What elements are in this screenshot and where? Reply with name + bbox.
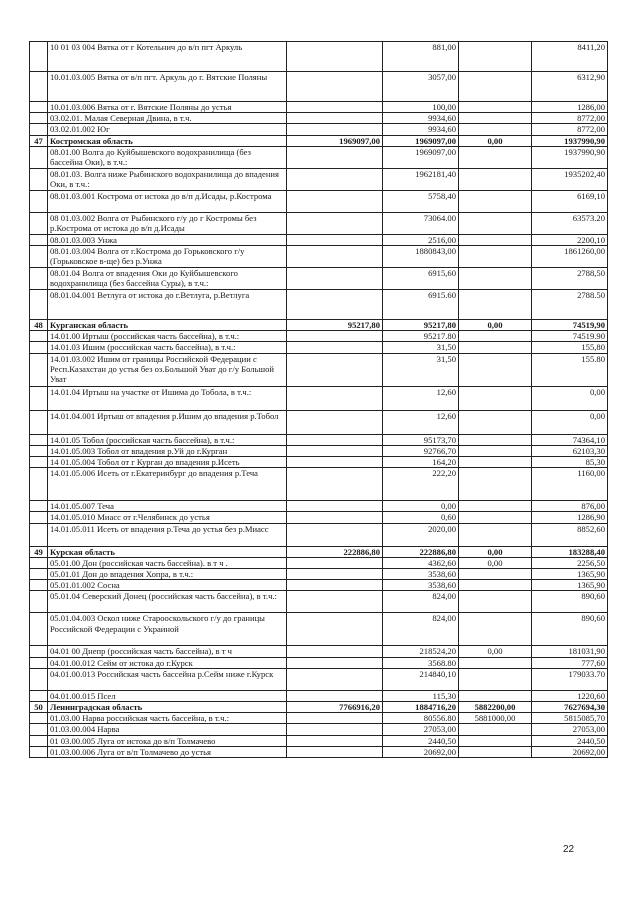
value-2-cell: 881,00 — [383, 42, 459, 72]
value-2-cell: 0,60 — [383, 512, 459, 523]
row-number-cell — [30, 746, 48, 757]
region-row — [30, 702, 608, 713]
basin-name-cell: 01.03.00 Нарва российская часть бассейна, в т.ч.: — [48, 713, 287, 724]
value-2-cell: 824,00 — [383, 591, 459, 613]
value-2-cell: 9934,60 — [383, 113, 459, 124]
total-value-cell: 7766916,20 — [287, 702, 383, 713]
row-number-cell — [30, 146, 48, 168]
basin-name-cell: 08.01.03.004 Волга от г.Кострома до Горьковского г/у (Горьковское в-ще) без р.Унжа — [48, 246, 287, 268]
table-row — [30, 557, 608, 568]
value-4-cell: 8772,00 — [532, 124, 608, 135]
row-number-cell — [30, 557, 48, 568]
value-4-cell: 1937990,90 — [532, 135, 608, 146]
value-3-cell — [459, 212, 532, 234]
value-3-cell — [459, 331, 532, 342]
value-4-cell: 20692,00 — [532, 746, 608, 757]
region-row — [30, 320, 608, 331]
value-2-cell: 1969097,00 — [383, 146, 459, 168]
value-4-cell: 1861260,00 — [532, 246, 608, 268]
basin-name-cell: 08.01.04 Волга от впадения Оки до Куйбышевского водохранилища (без бассейна Суры), в т.ч.: — [48, 268, 287, 290]
basin-name-cell: 10.01.03.006 Вятка от г. Вятские Поляны до устья — [48, 102, 287, 113]
table-row — [30, 512, 608, 523]
value-2-cell: 164,20 — [383, 457, 459, 468]
value-4-cell: 155.80 — [532, 353, 608, 386]
value-3-cell — [459, 342, 532, 353]
table-row — [30, 146, 608, 168]
value-4-cell: 8411,20 — [532, 42, 608, 72]
row-number-cell — [30, 290, 48, 320]
row-number-cell — [30, 724, 48, 735]
row-number-cell — [30, 445, 48, 456]
value-2-cell: 2516,00 — [383, 234, 459, 245]
row-number-cell — [30, 591, 48, 613]
value-3-cell — [459, 523, 532, 546]
basin-name-cell: 14.01.03 Ишим (российская часть бассейна), в т.ч.: — [48, 342, 287, 353]
value-2-cell: 31,50 — [383, 342, 459, 353]
value-2-cell: 95217,80 — [383, 320, 459, 331]
basin-name-cell: 04.01.00.012 Сейм от истока до г.Курск — [48, 657, 287, 668]
value-4-cell: 155,80 — [532, 342, 608, 353]
value-2-cell: 2020,00 — [383, 523, 459, 546]
table-body — [30, 42, 608, 758]
total-value-cell: 1969097,00 — [287, 135, 383, 146]
table-row — [30, 746, 608, 757]
basin-name-cell: 14.01.05 Тобол (российская часть бассейна), в т.ч.: — [48, 434, 287, 445]
row-number-cell — [30, 342, 48, 353]
total-value-cell — [287, 331, 383, 342]
row-number-cell — [30, 42, 48, 72]
table-row — [30, 646, 608, 657]
total-value-cell — [287, 646, 383, 657]
table-row — [30, 190, 608, 212]
table-row — [30, 342, 608, 353]
table-row — [30, 124, 608, 135]
basin-name-cell: 05.01.04 Северский Донец (российская часть бассейна), в т.ч.: — [48, 591, 287, 613]
total-value-cell — [287, 668, 383, 690]
row-number-cell — [30, 501, 48, 512]
table-row — [30, 353, 608, 386]
basin-name-cell: 04.01.00.013 Российская часть бассейна р.Сейм ниже г.Курск — [48, 668, 287, 690]
value-3-cell — [459, 146, 532, 168]
page-number: 22 — [563, 844, 575, 855]
table-row — [30, 457, 608, 468]
water-resources-table — [29, 41, 608, 758]
value-2-cell: 218524,20 — [383, 646, 459, 657]
value-4-cell: 1365,90 — [532, 569, 608, 580]
total-value-cell — [287, 580, 383, 591]
value-4-cell: 5815085,70 — [532, 713, 608, 724]
basin-name-cell: 10.01.03.005 Вятка от в/п пгт. Аркуль до г. Вятские Поляны — [48, 72, 287, 102]
value-4-cell: 27053,00 — [532, 724, 608, 735]
value-4-cell: 1935202,40 — [532, 168, 608, 190]
value-3-cell — [459, 445, 532, 456]
value-3-cell — [459, 386, 532, 410]
value-4-cell: 183288,40 — [532, 546, 608, 557]
table-row — [30, 713, 608, 724]
table-row — [30, 591, 608, 613]
value-2-cell: 95173,70 — [383, 434, 459, 445]
basin-name-cell: 14.01.05.006 Исеть от г.Екатеринбург до впадения р.Теча — [48, 468, 287, 501]
value-2-cell: 824,00 — [383, 613, 459, 646]
total-value-cell — [287, 690, 383, 701]
value-2-cell: 12,60 — [383, 410, 459, 434]
table-row — [30, 410, 608, 434]
value-4-cell: 890,60 — [532, 613, 608, 646]
basin-name-cell: 08.01.00 Волга до Куйбышевского водохранилища (без бассейна Оки), в т.ч.: — [48, 146, 287, 168]
table-row — [30, 724, 608, 735]
total-value-cell — [287, 102, 383, 113]
value-2-cell: 6915,60 — [383, 268, 459, 290]
total-value-cell — [287, 290, 383, 320]
total-value-cell — [287, 212, 383, 234]
total-value-cell — [287, 591, 383, 613]
row-number-cell — [30, 113, 48, 124]
value-2-cell: 3538,60 — [383, 580, 459, 591]
total-value-cell — [287, 445, 383, 456]
table-row — [30, 434, 608, 445]
table-row — [30, 113, 608, 124]
row-number-cell — [30, 468, 48, 501]
row-number-cell — [30, 713, 48, 724]
basin-name-cell: 04.01.00.015 Псел — [48, 690, 287, 701]
value-3-cell — [459, 102, 532, 113]
value-4-cell: 8852,60 — [532, 523, 608, 546]
basin-name-cell: 04.01 00 Днепр (российская часть бассейна), в т ч — [48, 646, 287, 657]
table-row — [30, 331, 608, 342]
total-value-cell — [287, 353, 383, 386]
value-2-cell: 1969097,00 — [383, 135, 459, 146]
total-value-cell — [287, 190, 383, 212]
value-3-cell — [459, 724, 532, 735]
table-row — [30, 501, 608, 512]
table-row — [30, 102, 608, 113]
basin-name-cell: 08 01.03.002 Волга от Рыбинского г/у до г Костромы без р.Кострома от истока до в/п д.Исады — [48, 212, 287, 234]
total-value-cell — [287, 434, 383, 445]
value-4-cell: 7627694,30 — [532, 702, 608, 713]
value-2-cell: 9934,60 — [383, 124, 459, 135]
basin-name-cell: 14.01.05.007 Теча — [48, 501, 287, 512]
basin-name-cell: 01 03.00.005 Луга от истока до в/п Толмачево — [48, 735, 287, 746]
value-4-cell: 777,60 — [532, 657, 608, 668]
row-number-cell — [30, 331, 48, 342]
total-value-cell — [287, 512, 383, 523]
row-number-cell — [30, 457, 48, 468]
value-4-cell: 0,00 — [532, 410, 608, 434]
table-row — [30, 468, 608, 501]
value-4-cell: 1286,90 — [532, 512, 608, 523]
basin-name-cell: 08.01.03. Волга ниже Рыбинского водохранилища до впадения Оки, в т.ч.: — [48, 168, 287, 190]
basin-name-cell: 14 01.05.004 Тобол от г Курган до впадения р.Исеть — [48, 457, 287, 468]
total-value-cell — [287, 569, 383, 580]
basin-name-cell: 14.01.04.001 Иртыш от впадения р.Ишим до впадения р.Тобол — [48, 410, 287, 434]
value-4-cell: 62103,30 — [532, 445, 608, 456]
row-number-cell — [30, 124, 48, 135]
value-2-cell: 100,00 — [383, 102, 459, 113]
total-value-cell — [287, 713, 383, 724]
total-value-cell — [287, 72, 383, 102]
value-2-cell: 20692,00 — [383, 746, 459, 757]
total-value-cell — [287, 342, 383, 353]
value-4-cell: 1937990,90 — [532, 146, 608, 168]
table-row — [30, 613, 608, 646]
value-4-cell: 1160,00 — [532, 468, 608, 501]
total-value-cell — [287, 246, 383, 268]
row-number-cell — [30, 735, 48, 746]
value-2-cell: 27053,00 — [383, 724, 459, 735]
total-value-cell — [287, 457, 383, 468]
total-value-cell — [287, 735, 383, 746]
row-number-cell — [30, 353, 48, 386]
total-value-cell — [287, 557, 383, 568]
value-3-cell — [459, 457, 532, 468]
value-4-cell: 2788.50 — [532, 290, 608, 320]
basin-name-cell: Курганская область — [48, 320, 287, 331]
table-row — [30, 72, 608, 102]
value-4-cell: 2200,10 — [532, 234, 608, 245]
total-value-cell — [287, 523, 383, 546]
value-3-cell — [459, 690, 532, 701]
basin-name-cell: 03.02.01.002 Юг — [48, 124, 287, 135]
row-number-cell — [30, 234, 48, 245]
value-2-cell: 6915.60 — [383, 290, 459, 320]
basin-name-cell: 05.01.00 Дон (российская часть бассейна). в т ч . — [48, 557, 287, 568]
value-3-cell — [459, 113, 532, 124]
row-number-cell — [30, 523, 48, 546]
row-number-cell — [30, 646, 48, 657]
value-2-cell: 3057,00 — [383, 72, 459, 102]
region-row — [30, 546, 608, 557]
total-value-cell — [287, 501, 383, 512]
basin-name-cell: 03.02.01. Малая Северная Двина, в т.ч. — [48, 113, 287, 124]
value-3-cell — [459, 168, 532, 190]
value-2-cell: 222,20 — [383, 468, 459, 501]
table-row — [30, 569, 608, 580]
value-3-cell — [459, 580, 532, 591]
value-4-cell: 74519,90 — [532, 320, 608, 331]
value-4-cell: 0,00 — [532, 386, 608, 410]
table-row — [30, 386, 608, 410]
basin-name-cell: 14.01.05.011 Исеть от впадения р.Теча до устья без р.Миасс — [48, 523, 287, 546]
basin-name-cell: 05.01.01.002 Сосна — [48, 580, 287, 591]
value-4-cell: 6169,10 — [532, 190, 608, 212]
total-value-cell — [287, 468, 383, 501]
value-2-cell: 3568.80 — [383, 657, 459, 668]
value-4-cell: 876,00 — [532, 501, 608, 512]
basin-name-cell: 14.01.00 Иртыш (российская часть бассейна), в т.ч.: — [48, 331, 287, 342]
row-number-cell — [30, 690, 48, 701]
value-3-cell — [459, 290, 532, 320]
row-number-cell — [30, 102, 48, 113]
value-3-cell: 0,00 — [459, 546, 532, 557]
value-2-cell: 222886,80 — [383, 546, 459, 557]
value-2-cell: 73064.00 — [383, 212, 459, 234]
row-number-cell — [30, 569, 48, 580]
value-2-cell: 3538,60 — [383, 569, 459, 580]
value-2-cell: 1962181,40 — [383, 168, 459, 190]
total-value-cell — [287, 410, 383, 434]
value-3-cell — [459, 613, 532, 646]
total-value-cell — [287, 268, 383, 290]
row-number-cell — [30, 386, 48, 410]
total-value-cell — [287, 42, 383, 72]
row-number-cell: 49 — [30, 546, 48, 557]
value-3-cell: 0,00 — [459, 320, 532, 331]
basin-name-cell: 08.01.03.001 Кострома от истока до в/п д.Исады, р.Кострома — [48, 190, 287, 212]
row-number-cell: 47 — [30, 135, 48, 146]
basin-name-cell: 14.01.04 Иртыш на участке от Ишима до Тобола, в т.ч.: — [48, 386, 287, 410]
basin-name-cell: 01.03.00.006 Луга от в/п Толмачево до устья — [48, 746, 287, 757]
value-3-cell — [459, 668, 532, 690]
basin-name-cell: 08.01.04.001 Ветлуга от истока до г.Ветлуга, р.Ветлуга — [48, 290, 287, 320]
table-row — [30, 168, 608, 190]
value-3-cell — [459, 746, 532, 757]
value-3-cell — [459, 72, 532, 102]
row-number-cell — [30, 512, 48, 523]
value-3-cell — [459, 268, 532, 290]
row-number-cell — [30, 668, 48, 690]
value-2-cell: 4362,60 — [383, 557, 459, 568]
table-row — [30, 445, 608, 456]
total-value-cell — [287, 234, 383, 245]
value-2-cell: 31,50 — [383, 353, 459, 386]
basin-name-cell: Курская область — [48, 546, 287, 557]
value-4-cell: 74364,10 — [532, 434, 608, 445]
value-4-cell: 8772,00 — [532, 113, 608, 124]
value-4-cell: 6312,90 — [532, 72, 608, 102]
value-3-cell — [459, 512, 532, 523]
value-2-cell: 115,30 — [383, 690, 459, 701]
value-3-cell — [459, 410, 532, 434]
row-number-cell — [30, 72, 48, 102]
value-4-cell: 63573.20 — [532, 212, 608, 234]
row-number-cell: 48 — [30, 320, 48, 331]
total-value-cell — [287, 386, 383, 410]
value-4-cell: 1220,60 — [532, 690, 608, 701]
value-2-cell: 80556.80 — [383, 713, 459, 724]
value-3-cell — [459, 190, 532, 212]
basin-name-cell: 08.01.03.003 Унжа — [48, 234, 287, 245]
table-row — [30, 234, 608, 245]
value-3-cell — [459, 657, 532, 668]
basin-name-cell: 10 01 03 004 Вятка от г Котельнич до в/п пгт Аркуль — [48, 42, 287, 72]
value-3-cell — [459, 353, 532, 386]
value-4-cell: 1365,90 — [532, 580, 608, 591]
value-3-cell: 0,00 — [459, 646, 532, 657]
row-number-cell — [30, 168, 48, 190]
total-value-cell — [287, 613, 383, 646]
value-4-cell: 74519.90 — [532, 331, 608, 342]
value-3-cell — [459, 234, 532, 245]
row-number-cell — [30, 212, 48, 234]
value-3-cell — [459, 124, 532, 135]
basin-name-cell: 01.03.00.004 Нарва — [48, 724, 287, 735]
table-row — [30, 212, 608, 234]
region-row — [30, 135, 608, 146]
value-2-cell: 92766,70 — [383, 445, 459, 456]
value-3-cell: 5882200,00 — [459, 702, 532, 713]
value-3-cell: 5881000,00 — [459, 713, 532, 724]
value-3-cell — [459, 468, 532, 501]
value-4-cell: 2788,50 — [532, 268, 608, 290]
total-value-cell — [287, 657, 383, 668]
row-number-cell — [30, 246, 48, 268]
basin-name-cell: 14.01.05.010 Миасс от г.Челябинск до устья — [48, 512, 287, 523]
value-2-cell: 0,00 — [383, 501, 459, 512]
table-row — [30, 580, 608, 591]
value-2-cell: 1880843,00 — [383, 246, 459, 268]
value-4-cell: 2440,50 — [532, 735, 608, 746]
basin-name-cell: 14.01.05.003 Тобол от впадения р.Уй до г.Курган — [48, 445, 287, 456]
value-4-cell: 181031,90 — [532, 646, 608, 657]
value-2-cell: 95217.80 — [383, 331, 459, 342]
total-value-cell — [287, 146, 383, 168]
table-row — [30, 290, 608, 320]
value-2-cell: 1884716,20 — [383, 702, 459, 713]
value-3-cell: 0,00 — [459, 557, 532, 568]
basin-name-cell: 05.01.04.003 Оскол ниже Старооскольского г/у до границы Российской Федерации с Украиной — [48, 613, 287, 646]
value-3-cell: 0,00 — [459, 135, 532, 146]
row-number-cell — [30, 657, 48, 668]
value-3-cell — [459, 42, 532, 72]
value-3-cell — [459, 434, 532, 445]
basin-name-cell: 05.01.01 Дон до впадения Хопра, в т.ч.: — [48, 569, 287, 580]
table-row — [30, 42, 608, 72]
table-row — [30, 735, 608, 746]
table-row — [30, 668, 608, 690]
value-4-cell: 85,30 — [532, 457, 608, 468]
row-number-cell: 50 — [30, 702, 48, 713]
value-4-cell: 2256,50 — [532, 557, 608, 568]
total-value-cell: 222886,80 — [287, 546, 383, 557]
total-value-cell: 95217,80 — [287, 320, 383, 331]
total-value-cell — [287, 113, 383, 124]
value-3-cell — [459, 246, 532, 268]
table-row — [30, 657, 608, 668]
total-value-cell — [287, 724, 383, 735]
row-number-cell — [30, 434, 48, 445]
table-row — [30, 246, 608, 268]
row-number-cell — [30, 613, 48, 646]
basin-name-cell: 14.01.03.002 Ишим от границы Российской Федерации с Респ.Казахстан до устья без оз.Большой Уват до г/у Большой Уват — [48, 353, 287, 386]
value-3-cell — [459, 735, 532, 746]
basin-name-cell: Костромская область — [48, 135, 287, 146]
value-3-cell — [459, 501, 532, 512]
value-2-cell: 2440,50 — [383, 735, 459, 746]
total-value-cell — [287, 124, 383, 135]
table-row — [30, 523, 608, 546]
table-row — [30, 268, 608, 290]
basin-name-cell: Ленинградская область — [48, 702, 287, 713]
row-number-cell — [30, 268, 48, 290]
total-value-cell — [287, 168, 383, 190]
total-value-cell — [287, 746, 383, 757]
value-2-cell: 214840,10 — [383, 668, 459, 690]
row-number-cell — [30, 410, 48, 434]
value-4-cell: 179033.70 — [532, 668, 608, 690]
value-2-cell: 5758,40 — [383, 190, 459, 212]
value-3-cell — [459, 569, 532, 580]
value-2-cell: 12,60 — [383, 386, 459, 410]
row-number-cell — [30, 580, 48, 591]
row-number-cell — [30, 190, 48, 212]
value-4-cell: 1286,00 — [532, 102, 608, 113]
table-row — [30, 690, 608, 701]
value-3-cell — [459, 591, 532, 613]
value-4-cell: 890,60 — [532, 591, 608, 613]
